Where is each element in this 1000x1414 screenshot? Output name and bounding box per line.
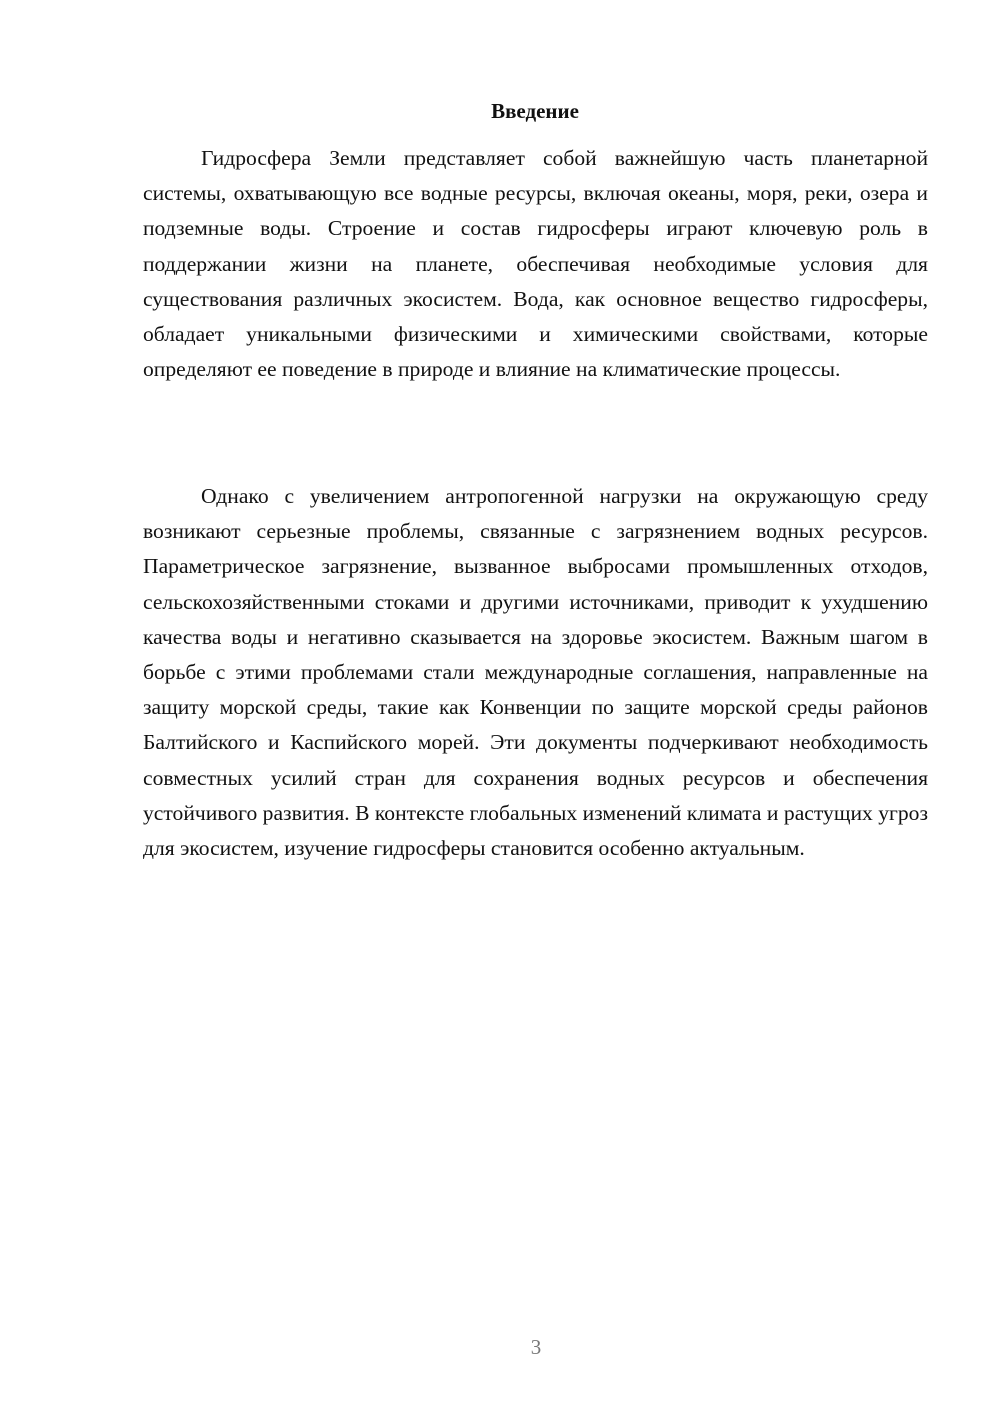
paragraph-intro: Гидросфера Земли представляет собой важнейшую часть планетарной системы, охватывающую все водные ресурсы, включая океаны, моря, реки, озера и подземные воды. Строение и состав гидросферы играют ключевую роль в поддержании жизни на планете, обеспечивая необходимые условия для существования различных экосистем. Вода, как основное вещество гидросферы, обладает уникальными физическими и химическими свойствами, которые определяют ее поведение в природе и влияние на климатические процессы. — [143, 146, 928, 382]
page-number: 3 — [530, 1335, 542, 1359]
section-heading: Введение — [491, 99, 579, 123]
paragraph-pollution: Однако с увеличением антропогенной нагрузки на окружающую среду возникают серьезные проблемы, связанные с загрязнением водных ресурсов. Параметрическое загрязнение, вызванное выбросами промышленных отходов, сельскохозяйственными стоками и другими источниками, приводит к ухудшению качества воды и негативно сказывается на здоровье экосистем. Важным шагом в борьбе с этими проблемами стали международные соглашения, направленные на защиту морской среды, такие как Конвенции по защите морской среды районов Балтийского и Каспийского морей. Эти документы подчеркивают необходимость совместных усилий стран для сохранения водных ресурсов и обеспечения устойчивого развития. В контексте глобальных изменений климата и растущих угроз для экосистем, изучение гидросферы становится особенно актуальным. — [143, 484, 928, 861]
